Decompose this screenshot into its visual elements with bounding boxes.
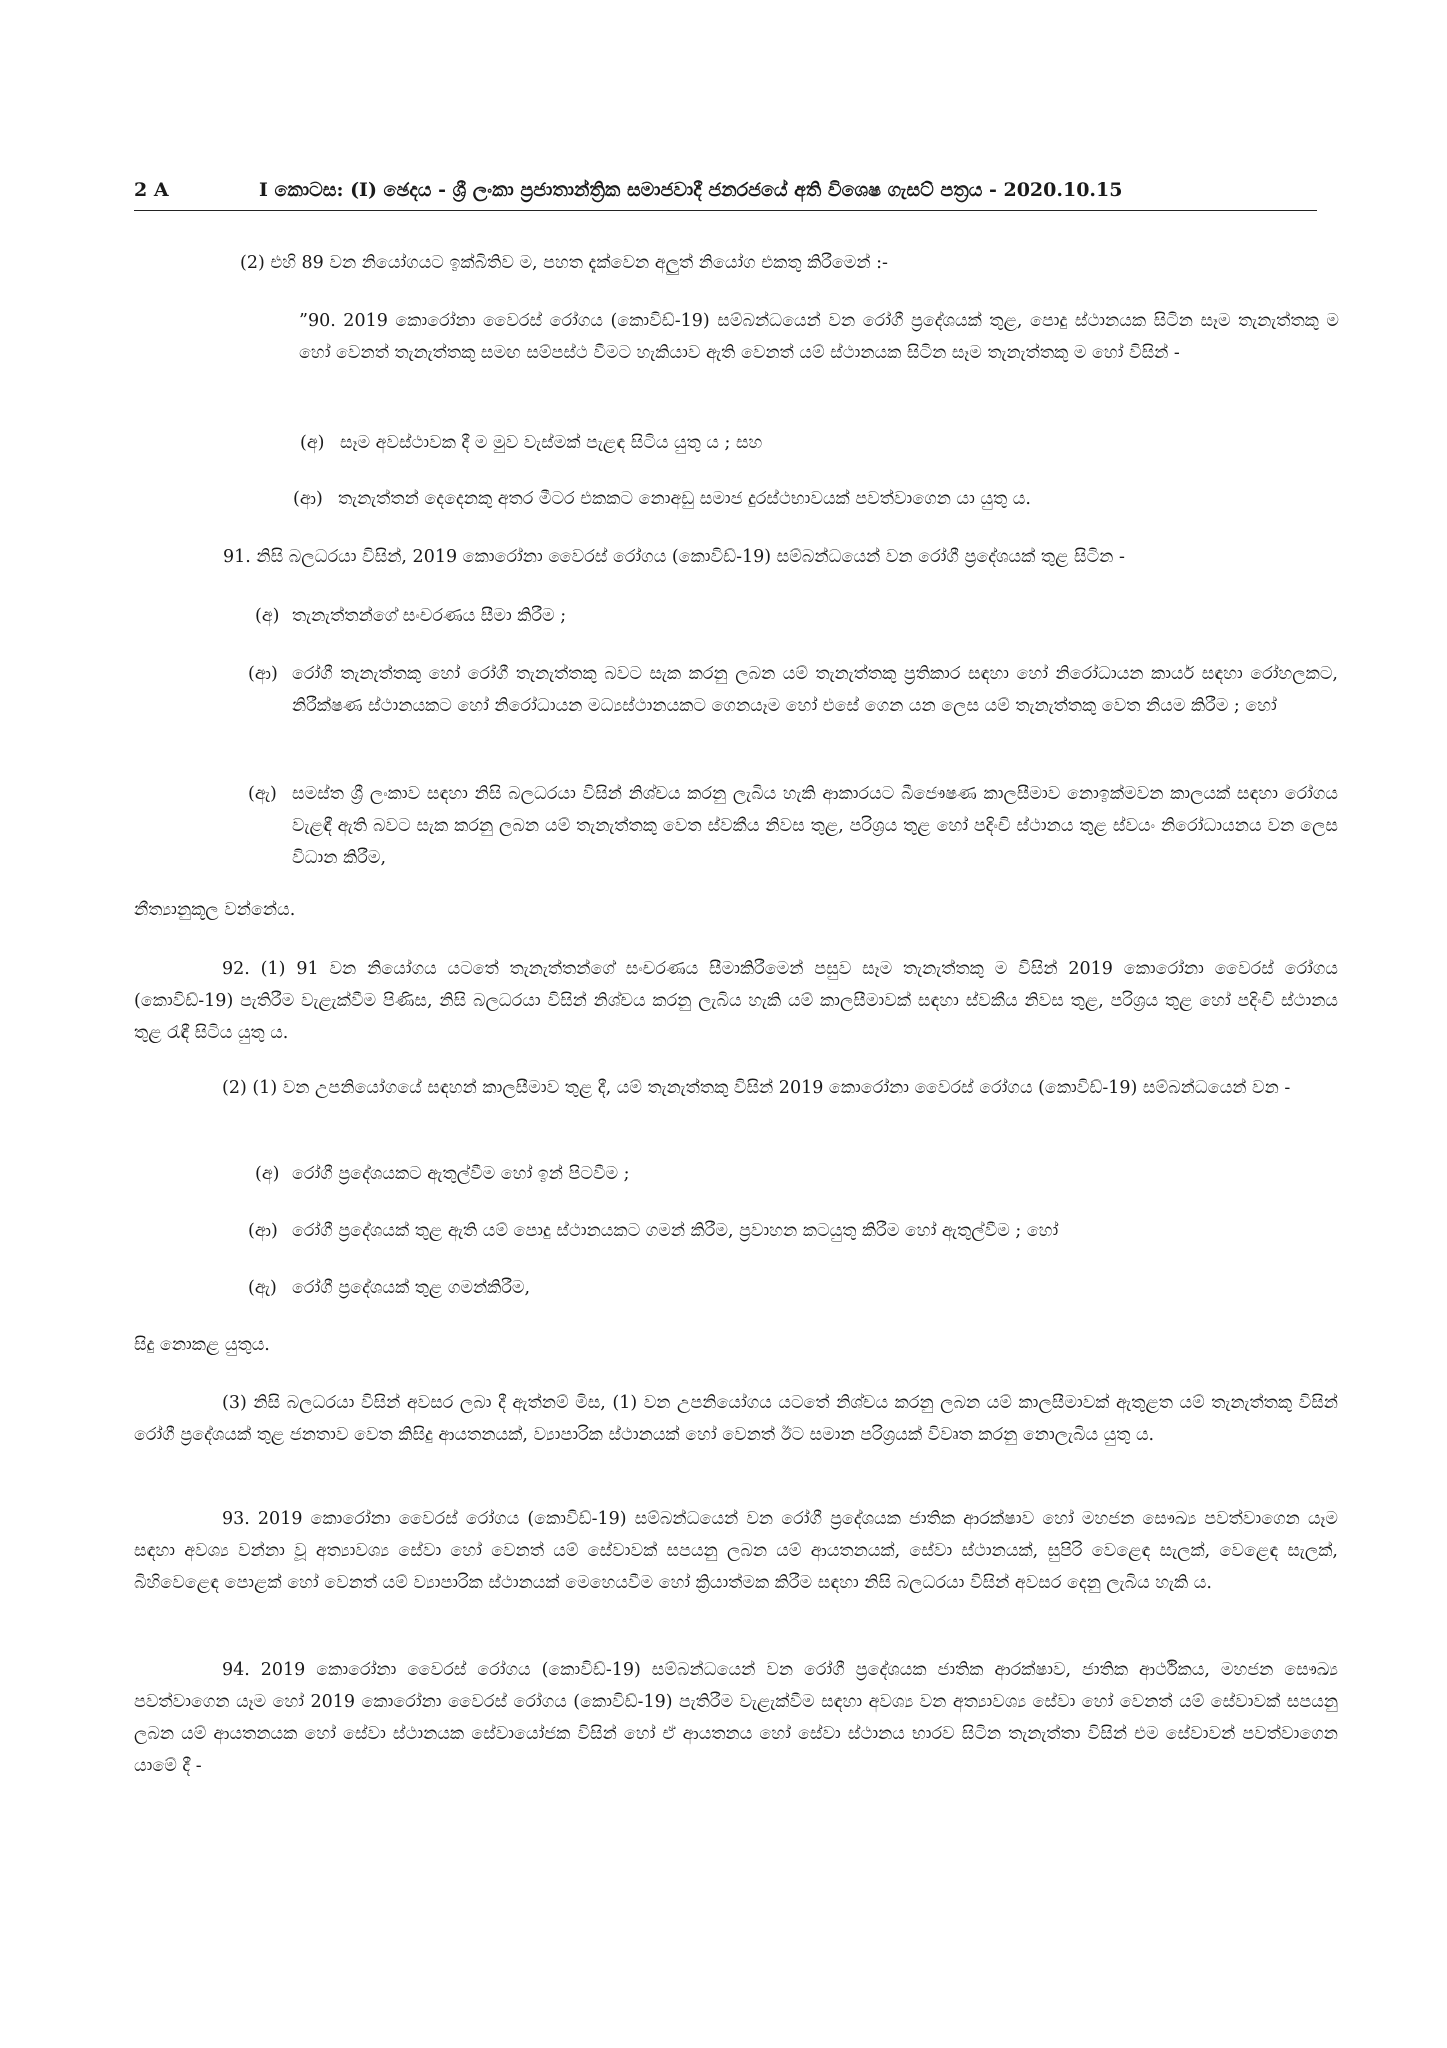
reg90-item-label: (ආ) <box>293 489 323 509</box>
regulation-92-3: (3) නිසි බලධරයා විසින් අවසර ලබා දී ඇත්නම් මිස, (1) වන උපනියෝගය යටතේ නිශ්චය කරනු ලබන යම් කාලසීමාවක් ඇතුළත යම් තැනැත්තකු විසින් රෝගී ප්‍රදේශයක් තුළ ජනතාව වෙත කිසිදු ආයතනයක්, ව්‍යාපාරික ස්ථානයක් හෝ වෙනත් ඊට සමාන පරිශ්‍රයක් විවෘත කරනු නොලැබිය යුතු ය. <box>134 1393 1338 1445</box>
regulation-93: 93. 2019 කොරෝනා වෛරස් රෝගය (කොවිඩ්-19) සම්බන්ධයෙන් වන රෝගී ප්‍රදේශයක ජාතික ආරක්ෂාව හෝ මහජන සෞඛ්‍ය පවත්වාගෙන යෑම සඳහා අවශ්‍ය වන්නා වූ අත්‍යාවශ්‍ය සේවා හෝ වෙනත් යම් සේවාවක් සපයනු ලබන යම් ආයතනයක්, සේවා ස්ථානයක්, සුපිරි වෙළෙඳ සැලක්, වෙළෙඳ සැලක්, බිහිවෙළෙඳ පොළක් හෝ වෙනත් යම් ව්‍යාපාරික ස්ථානයක් මෙහෙයවීම හෝ ක්‍රියාත්මක කිරීම සඳහා නිසි බලධරයා විසින් අවසර දෙනු ලැබිය හැකි ය. <box>134 1509 1338 1593</box>
reg91-closing: නීත්‍යානුකූල වන්නේය. <box>134 900 296 920</box>
reg90-item-text: තැනැත්තන් දෙදෙනකු අතර මීටර එකකට නොඅඩු සමාජ දුරස්ථභාවයක් පවත්වාගෙන යා යුතු ය. <box>338 489 1031 509</box>
reg92-item-text: රෝගී ප්‍රදේශයක් තුළ ගමන්කිරීම, <box>292 1278 531 1298</box>
regulation-92-1: 92. (1) 91 වන නියෝගය යටතේ තැනැත්තන්ගේ සංචරණය සීමාකිරීමෙන් පසුව සෑම තැනැත්තකු ම විසින් 2019 කොරෝනා වෛරස් රෝගය (කොවිඩ්-19) පැතිරීම වැළැක්වීම පිණිස, නිසි බලධරයා විසින් නිශ්චය කරනු ලැබිය හැකි යම් කාලසීමාවක් සඳහා ස්වකීය නිවස තුළ, පරිශ්‍රය තුළ හෝ පදිංචි ස්ථානය තුළ රැඳී සිටිය යුතු ය. <box>134 959 1338 1043</box>
reg92-closing: සිදු නොකළ යුතුය. <box>134 1335 270 1355</box>
reg91-item-text: තැනැත්තන්ගේ සංචරණය සීමා කිරීම ; <box>292 606 567 626</box>
amendment-intro: (2) එහි 89 වන නියෝගයට ඉක්බිතිව ම, පහත දැක්වෙන අලුත් නියෝග එකතු කිරීමෙන් :- <box>240 253 888 273</box>
reg92-item-label: (ඇ) <box>248 1278 277 1298</box>
page-number: 2 A <box>134 179 169 201</box>
reg92-item-text: රෝගී ප්‍රදේශයක් තුළ ඇති යම් පොදු ස්ථානයකට ගමන් කිරීම, ප්‍රවාහන කටයුතු කිරීම හෝ ඇතුල්වීම ; හෝ <box>292 1221 1059 1241</box>
regulation-91: 91. නිසි බලධරයා විසින්, 2019 කොරෝනා වෛරස් රෝගය (කොවිඩ්-19) සම්බන්ධයෙන් වන රෝගී ප්‍රදේශයක් තුළ සිටින - <box>223 547 1125 567</box>
reg91-item-label: (අ) <box>255 606 280 626</box>
regulation-90: ”90. 2019 කොරෝනා වෛරස් රෝගය (කොවිඩ්-19) සම්බන්ධයෙන් වන රෝගී ප්‍රදේශයක් තුළ, පොදු ස්ථානයක සිටින සෑම තැනැත්තකු ම හෝ වෙනත් තැනැත්තකු සමඟ සම්පස්ථ වීමට හැකියාව ඇති වෙනත් යම් ස්ථානයක සිටින සෑම තැනැත්තකු ම හෝ විසින් - <box>299 311 1339 363</box>
regulation-92-2: (2) (1) වන උපනියෝගයේ සඳහන් කාලසීමාව තුළ දී, යම් තැනැත්තකු විසින් 2019 කොරෝනා වෛරස් රෝගය (කොවිඩ්-19) සම්බන්ධයෙන් වන - <box>222 1078 1291 1098</box>
header-rule <box>134 210 1317 211</box>
reg91-item-text: රෝගී තැනැත්තකු හෝ රෝගී තැනැත්තකු බවට සැක කරනු ලබන යම් තැනැත්තකු ප්‍රතිකාර සඳහා හෝ නිරෝධායන කාර්ය සඳහා රෝහලකට, නිරීක්ෂණ ස්ථානයකට හෝ නිරෝධායන මධ්‍යස්ථානයකට ගෙනයෑම හෝ එසේ ගෙන යන ලෙස යම් තැනැත්තකු වෙත නියම කිරීම ; හෝ <box>292 664 1338 716</box>
page-header <box>134 172 1317 208</box>
reg91-item-label: (ආ) <box>248 664 278 684</box>
reg91-item-text: සමස්ත ශ්‍රී ලංකාව සඳහා නිසි බලධරයා විසින් නිශ්චය කරනු ලැබිය හැකි ආකාරයට බීජෞෂණ කාලසීමාව නොඉක්මවන කාලයක් සඳහා රෝගය වැළඳී ඇති බවට සැක කරනු ලබන යම් තැනැත්තකු වෙත ස්වකීය නිවස තුළ, පරිශ්‍රය තුළ හෝ පදිංචි ස්ථානය තුළ ස්වයං නිරෝධායනය වන ලෙස විධාන කිරීම, <box>292 784 1338 868</box>
reg90-item-text: සෑම අවස්ථාවක දී ම මුව වැස්මක් පැළඳ සිටිය යුතු ය ; සහ <box>340 433 763 453</box>
regulation-94: 94. 2019 කොරෝනා වෛරස් රෝගය (කොවිඩ්-19) සම්බන්ධයෙන් වන රෝගී ප්‍රදේශයක ජාතික ආරක්ෂාව, ජාතික ආර්ථිකය, මහජන සෞඛ්‍ය පවත්වාගෙන යෑම හෝ 2019 කොරෝනා වෛරස් රෝගය (කොවිඩ්-19) පැතිරීම වැළැක්වීම සඳහා අවශ්‍ය වන අත්‍යාවශ්‍ය සේවා හෝ වෙනත් යම් සේවාවක් සපයනු ලබන යම් ආයතනයක හෝ සේවා ස්ථානයක සේවායෝජක විසින් හෝ ඒ ආයතනය හෝ සේවා ස්ථානය භාරව සිටින තැනැත්තා විසින් එම සේවාවන් පවත්වාගෙන යාමේ දී - <box>134 1660 1338 1776</box>
reg91-item-label: (ඇ) <box>248 784 277 804</box>
reg92-item-label: (ආ) <box>248 1221 278 1241</box>
gazette-title: I කොටස: (I) ඡෙදය - ශ්‍රී ලංකා ප්‍රජාතාන්ත්‍රික සමාජවාදී ජනරජයේ අති විශෙෂ ගැසට් පත්‍රය - 2020.10.15 <box>259 179 1123 201</box>
reg92-item-text: රෝගී ප්‍රදේශයකට ඇතුල්වීම හෝ ඉන් පිටවීම ; <box>292 1164 630 1184</box>
reg90-item-label: (අ) <box>300 433 325 453</box>
reg92-item-label: (අ) <box>255 1164 280 1184</box>
